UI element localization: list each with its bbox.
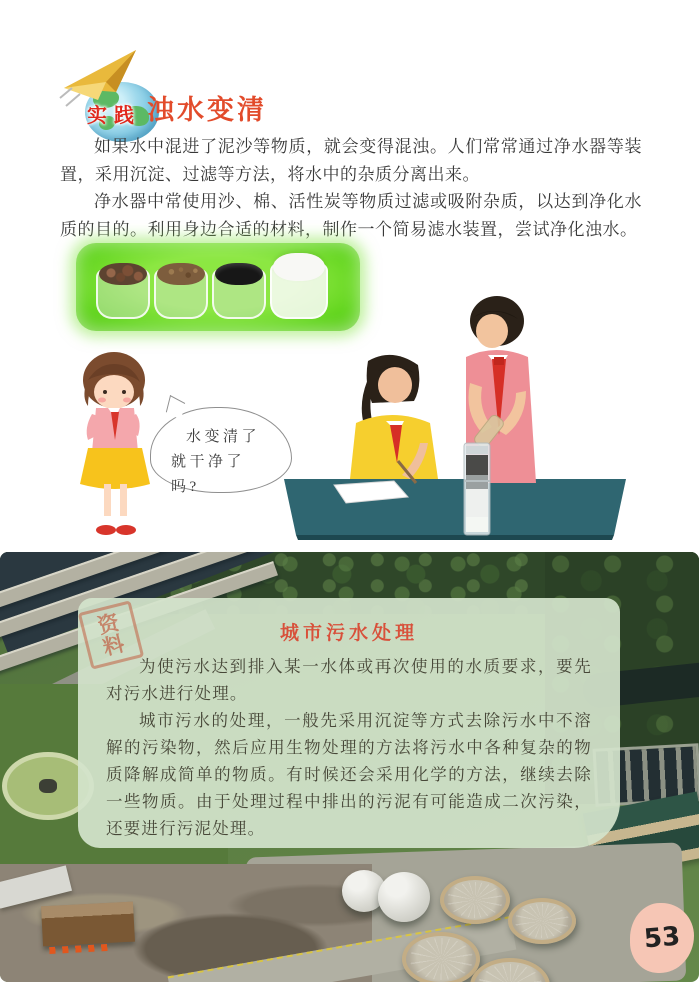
practice-badge: 实践 [87,105,141,127]
info-box-title: 城市污水处理 [279,623,418,644]
cotton-fill [273,253,325,281]
clarifier-tank [440,876,510,924]
gas-sphere [378,872,430,922]
speech-bubble-text: 水变清了就干净了吗? [171,429,261,495]
charcoal-cup [212,269,266,319]
header [0,0,360,150]
sand-cup [154,269,208,319]
sewage-plant-aerial-photo [0,552,699,982]
intro-paragraph-2: 净水器中常使用沙、棉、活性炭等物质过滤或吸附杂质，以达到净化水质的目的。利用身边合适的材料，制作一个简易滤水装置，尝试净化浊水。 [60,192,642,239]
sand-fill [157,263,205,285]
brown-shed [41,902,135,947]
charcoal-fill [215,263,263,285]
page-title: 浊水变清 [147,95,267,125]
gravel-cup [96,269,150,319]
info-box-paragraph-2: 城市污水的处理，一般先采用沉淀等方式去除污水中不溶解的污染物，然后应用生物处理的方法将污水中各种复杂的物质降解成简单的物质。有时候还会采用化学的方法，继续去除一些物质。由于处理过程中排出的污泥有可能造成二次污染，还要进行污泥处理。 [106,711,592,838]
experiment-photo [268,283,640,540]
clarifier-tank [402,932,480,982]
intro-paragraph-1: 如果水中混进了泥沙等物质，就会变得混浊。人们常常通过净水器等装置，采用沉淀、过滤等方法，将水中的杂质分离出来。 [60,137,642,184]
reference-stamp-text: 资料 [95,610,127,660]
gravel-fill [99,263,147,285]
page-number: 53 [642,921,682,955]
info-box [78,598,620,848]
info-box-paragraph-1: 为使污水达到排入某一水体或再次使用的水质要求，要先对污水进行处理。 [106,657,592,703]
clarifier-tank [508,898,576,944]
intro-text [60,133,642,243]
